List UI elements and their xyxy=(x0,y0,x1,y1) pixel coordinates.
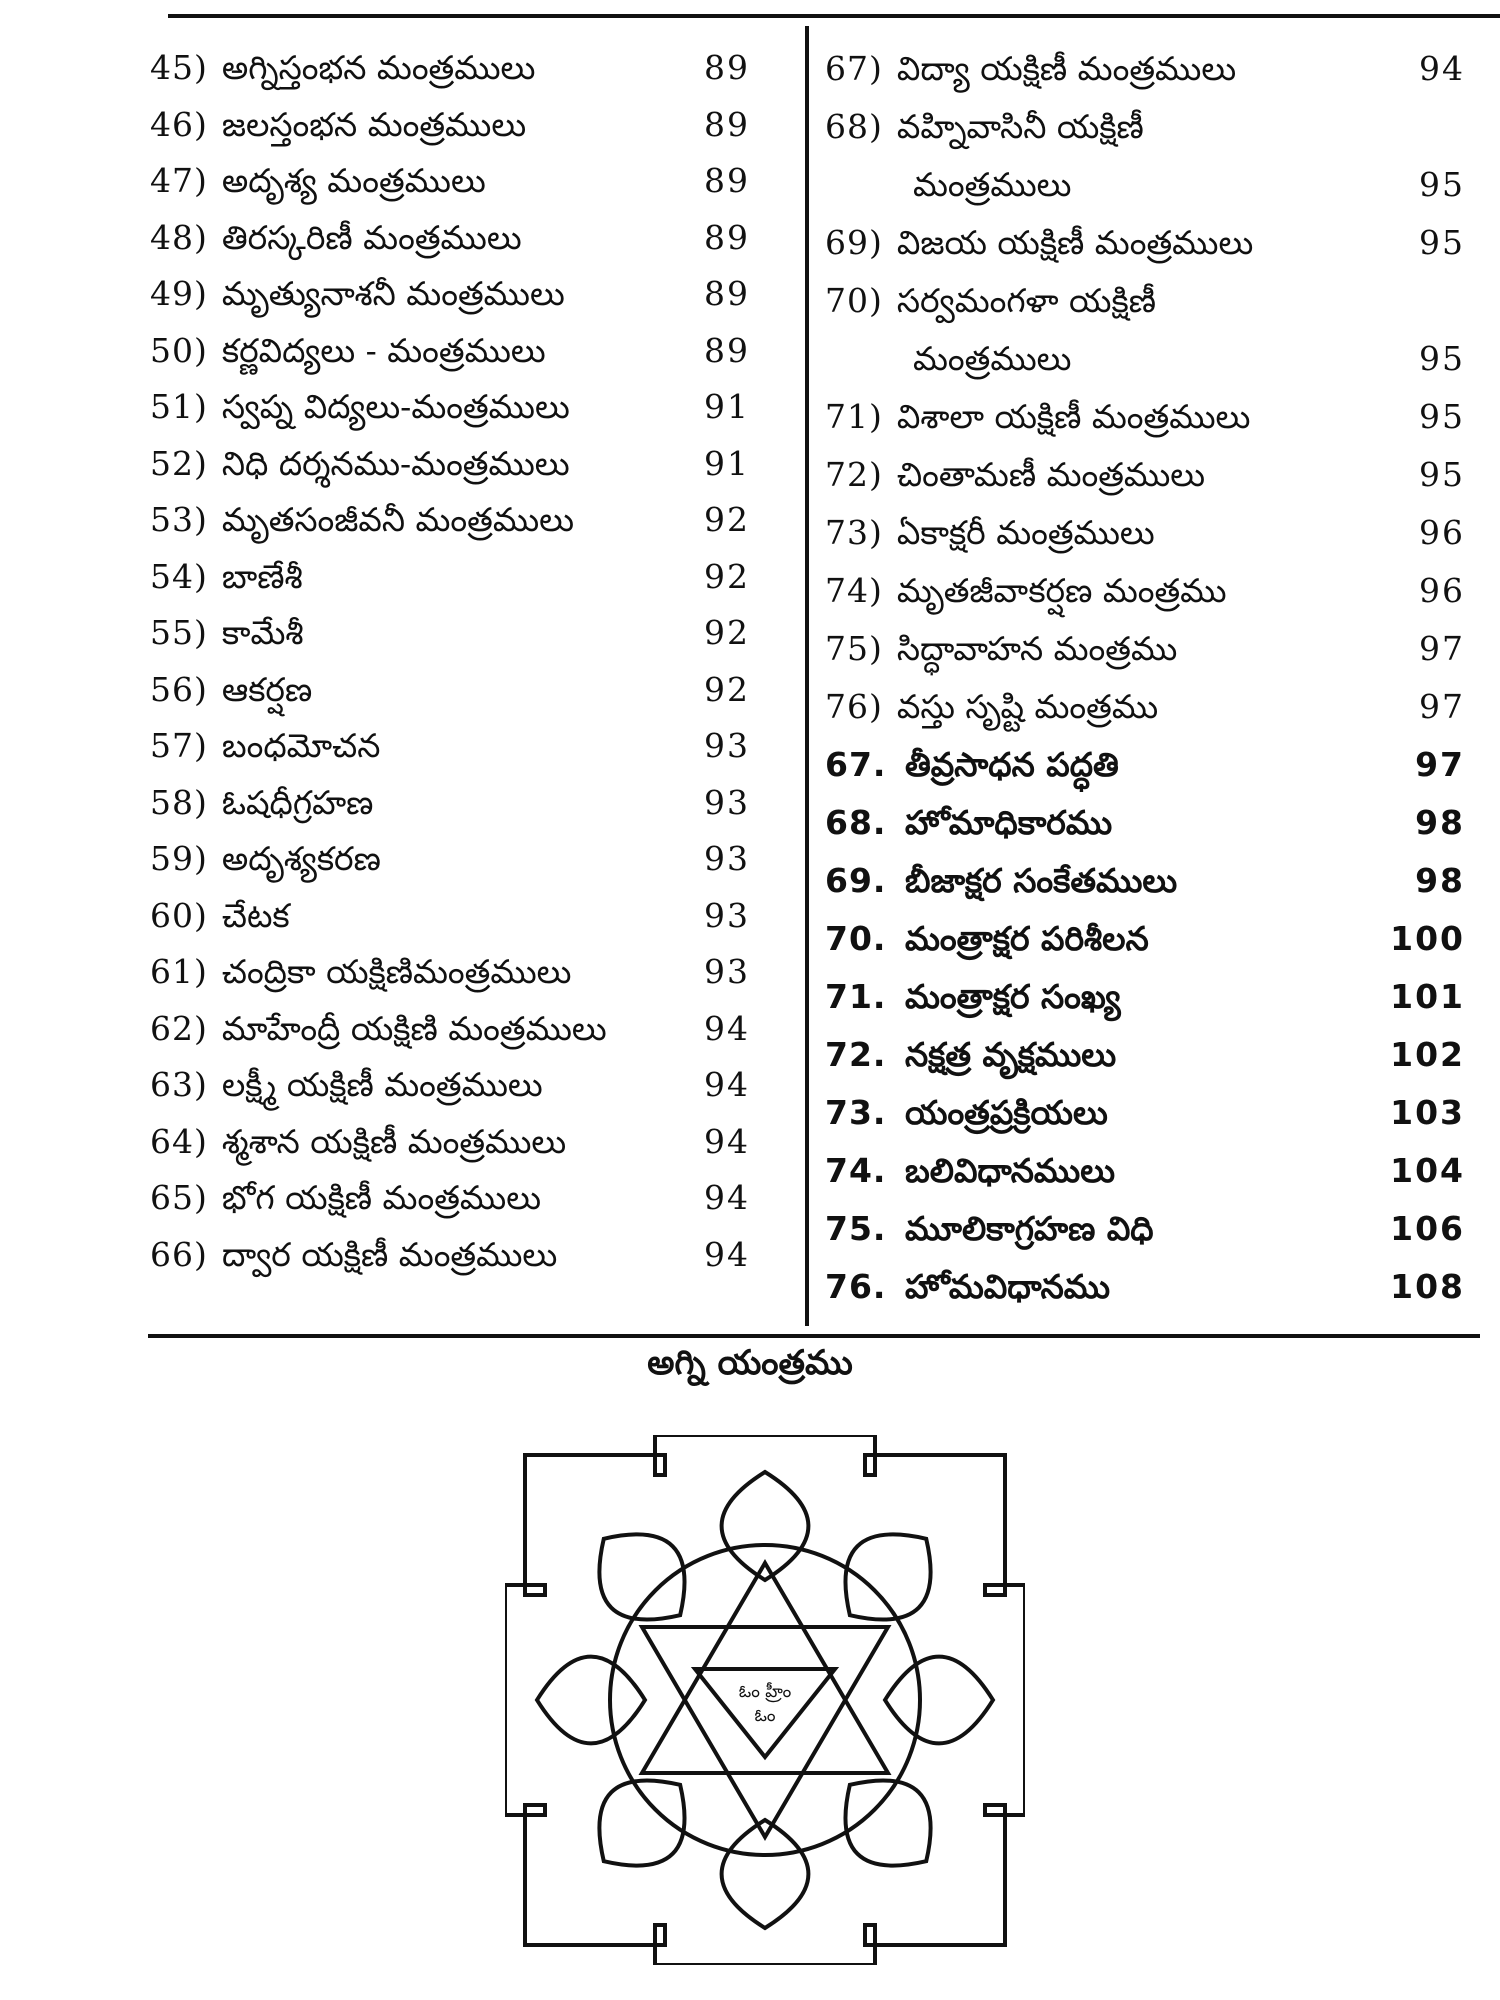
entry-title: చేటక xyxy=(221,895,290,935)
entry-number: 53) xyxy=(150,500,208,539)
entry-number: 45) xyxy=(150,48,208,87)
entry-number: 64) xyxy=(150,1121,208,1161)
toc-entry xyxy=(825,388,1465,446)
toc-entry xyxy=(150,153,750,210)
entry-title: శ్మశాన యక్షిణీ మంత్రములు xyxy=(221,1121,567,1161)
entry-page: 96 xyxy=(1419,571,1465,610)
entry-number: 61) xyxy=(150,952,208,991)
entry-number: 54) xyxy=(150,556,208,596)
entry-title: ద్వార యక్షిణీ మంత్రములు xyxy=(221,1234,558,1274)
entry-title: హోమవిధానము xyxy=(905,1267,1111,1306)
entry-title: బంధమోచన xyxy=(221,726,381,765)
chapter-entry xyxy=(825,1142,1465,1200)
entry-title: స్వప్న విద్యలు-మంత్రములు xyxy=(221,387,570,426)
entry-title: కామేశీ xyxy=(221,613,304,652)
entry-number: 67) xyxy=(825,49,883,88)
yantra-center-text-2: ఓం xyxy=(754,1706,776,1726)
entry-title: తిరస్కరిణీ మంత్రములు xyxy=(221,217,522,257)
entry-title: ఏకాక్షరీ మంత్రములు xyxy=(896,513,1155,552)
entry-number: 70. xyxy=(825,919,887,958)
entry-number: 49) xyxy=(150,274,208,313)
entry-page: 95 xyxy=(1419,223,1465,262)
entry-page: 93 xyxy=(704,782,750,822)
figure-title: అగ్ని యంత్రము xyxy=(647,1343,853,1383)
toc-entry xyxy=(150,1057,750,1114)
entry-page: 97 xyxy=(1415,745,1465,784)
entry-title: మృత్యునాశనీ మంత్రములు xyxy=(221,274,565,313)
entry-number: 50) xyxy=(150,330,208,370)
toc-entry xyxy=(150,944,750,1001)
toc-right-column xyxy=(825,40,1465,1316)
entry-number: 59) xyxy=(150,839,208,878)
entry-page: 94 xyxy=(704,1234,750,1274)
entry-page: 104 xyxy=(1390,1151,1465,1190)
entry-page: 92 xyxy=(704,669,750,709)
entry-number: 76. xyxy=(825,1267,887,1306)
chapter-entry xyxy=(825,910,1465,968)
entry-page: 89 xyxy=(704,274,750,313)
toc-entry xyxy=(150,605,750,662)
entry-title: చంద్రికా యక్షిణిమంత్రములు xyxy=(221,952,572,991)
toc-entry xyxy=(825,98,1465,156)
entry-page: 98 xyxy=(1415,861,1465,900)
entry-page: 89 xyxy=(704,104,750,144)
entry-page: 96 xyxy=(1419,513,1465,552)
entry-title: విజయ యక్షిణీ మంత్రములు xyxy=(896,223,1254,262)
toc-entry xyxy=(150,662,750,719)
toc-entry xyxy=(150,40,750,97)
entry-page: 97 xyxy=(1419,629,1465,668)
entry-title: యంత్రప్రక్రియలు xyxy=(905,1093,1108,1132)
entry-number: 74) xyxy=(825,571,883,610)
yantra-petal xyxy=(537,1657,645,1744)
entry-title: కర్ణవిద్యలు - మంత్రములు xyxy=(221,330,546,370)
entry-page: 89 xyxy=(704,161,750,200)
toc-entry xyxy=(150,97,750,154)
toc-entry xyxy=(825,40,1465,98)
entry-number: 68. xyxy=(825,803,887,842)
entry-page: 101 xyxy=(1390,977,1465,1016)
toc-entry xyxy=(150,831,750,888)
entry-number: 70) xyxy=(825,281,883,320)
toc-entry xyxy=(825,504,1465,562)
toc-entry xyxy=(150,718,750,775)
toc-entry xyxy=(150,888,750,945)
entry-title: విశాలా యక్షిణీ మంత్రములు xyxy=(896,397,1251,436)
entry-title: అగ్నిస్తంభన మంత్రములు xyxy=(221,48,536,87)
toc-entry xyxy=(825,620,1465,678)
entry-number: 60) xyxy=(150,895,208,935)
toc-entry xyxy=(150,1114,750,1171)
entry-number: 56) xyxy=(150,669,208,709)
entry-page: 95 xyxy=(1419,397,1465,436)
entry-title: భోగ యక్షిణీ మంత్రములు xyxy=(221,1178,542,1217)
entry-page: 91 xyxy=(704,443,750,483)
entry-title: మంత్రాక్షర సంఖ్య xyxy=(905,977,1121,1016)
entry-number: 68) xyxy=(825,107,883,146)
entry-page: 94 xyxy=(704,1178,750,1217)
entry-number: 74. xyxy=(825,1151,887,1190)
toc-entry xyxy=(825,156,1465,214)
entry-page: 95 xyxy=(1419,339,1465,378)
entry-title: నిధి దర్శనము-మంత్రములు xyxy=(221,443,570,483)
entry-number: 57) xyxy=(150,726,208,765)
entry-number: 46) xyxy=(150,104,208,144)
entry-page: 94 xyxy=(704,1121,750,1161)
entry-number: 69) xyxy=(825,223,883,262)
toc-entry xyxy=(150,210,750,267)
entry-title: హోమాధికారము xyxy=(905,803,1113,842)
chapter-entry xyxy=(825,968,1465,1026)
entry-page: 97 xyxy=(1419,687,1465,726)
agni-yantra-diagram xyxy=(505,1435,1025,1965)
toc-left-column xyxy=(150,40,750,1283)
entry-title: అదృశ్యకరణ xyxy=(221,839,381,878)
entry-page: 93 xyxy=(704,839,750,878)
entry-page: 95 xyxy=(1419,165,1465,204)
entry-number: 73. xyxy=(825,1093,887,1132)
entry-title: సిద్ధావాహన మంత్రము xyxy=(896,629,1178,668)
entry-title: బాణేశీ xyxy=(221,556,303,596)
toc-entry xyxy=(150,1227,750,1284)
top-rule xyxy=(168,14,1500,18)
entry-title: మంత్రాక్షర పరిశీలన xyxy=(905,919,1149,958)
entry-number: 71. xyxy=(825,977,887,1016)
entry-number: 47) xyxy=(150,161,208,200)
entry-page: 94 xyxy=(704,1065,750,1104)
entry-title: ఆకర్షణ xyxy=(221,669,313,709)
entry-page: 93 xyxy=(704,952,750,991)
entry-title: సర్వమంగళా యక్షిణీ xyxy=(896,281,1156,320)
entry-number: 48) xyxy=(150,217,208,257)
toc-entry xyxy=(825,562,1465,620)
entry-page: 93 xyxy=(704,895,750,935)
yantra-center-text-1: ఓం హ్రీం xyxy=(738,1682,792,1702)
chapter-entry xyxy=(825,1026,1465,1084)
entry-title: నక్షత్ర వృక్షములు xyxy=(905,1035,1117,1074)
entry-page: 89 xyxy=(704,217,750,257)
yantra-petal xyxy=(885,1657,993,1744)
toc-entry xyxy=(825,214,1465,272)
toc-entry xyxy=(150,775,750,832)
entry-page: 108 xyxy=(1390,1267,1465,1306)
chapter-entry xyxy=(825,852,1465,910)
entry-number: 71) xyxy=(825,397,883,436)
entry-page: 92 xyxy=(704,613,750,652)
entry-number: 65) xyxy=(150,1178,208,1217)
entry-page: 93 xyxy=(704,726,750,765)
entry-title: లక్ష్మీ యక్షిణీ మంత్రములు xyxy=(221,1065,543,1104)
chapter-entry xyxy=(825,794,1465,852)
entry-number: 76) xyxy=(825,687,883,726)
toc-entry xyxy=(825,330,1465,388)
entry-page: 102 xyxy=(1390,1035,1465,1074)
entry-title: చింతామణీ మంత్రములు xyxy=(896,455,1206,494)
chapter-entry xyxy=(825,1258,1465,1316)
entry-page: 94 xyxy=(704,1008,750,1048)
entry-number: 69. xyxy=(825,861,887,900)
toc-entry xyxy=(150,1170,750,1227)
chapter-entry xyxy=(825,1084,1465,1142)
toc-entry xyxy=(150,266,750,323)
entry-page: 106 xyxy=(1390,1209,1465,1248)
entry-number: 63) xyxy=(150,1065,208,1104)
entry-title: మృతసంజీవనీ మంత్రములు xyxy=(221,500,574,539)
entry-number: 62) xyxy=(150,1008,208,1048)
entry-title: మృతజీవాకర్షణ మంత్రము xyxy=(896,571,1227,610)
bottom-rule xyxy=(148,1334,1480,1338)
entry-page: 89 xyxy=(704,330,750,370)
entry-title: తీవ్రసాధన పద్ధతి xyxy=(905,745,1119,784)
entry-page: 94 xyxy=(1419,49,1465,88)
chapter-entry xyxy=(825,736,1465,794)
toc-entry xyxy=(150,379,750,436)
entry-number: 55) xyxy=(150,613,208,652)
entry-title: వస్తు సృష్టి మంత్రము xyxy=(896,687,1159,726)
entry-title: విద్యా యక్షిణీ మంత్రములు xyxy=(896,49,1237,88)
entry-title: బలివిధానములు xyxy=(905,1151,1116,1190)
entry-page: 92 xyxy=(704,500,750,539)
entry-number: 52) xyxy=(150,443,208,483)
column-divider xyxy=(805,26,809,1326)
entry-title: ఓషధీగ్రహణ xyxy=(221,782,374,822)
entry-number: 73) xyxy=(825,513,883,552)
entry-page: 103 xyxy=(1390,1093,1465,1132)
toc-entry xyxy=(150,492,750,549)
entry-page: 92 xyxy=(704,556,750,596)
entry-title: బీజాక్షర సంకేతములు xyxy=(905,861,1178,900)
toc-entry xyxy=(150,436,750,493)
entry-number: 72. xyxy=(825,1035,887,1074)
chapter-entry xyxy=(825,1200,1465,1258)
entry-title: మంత్రములు xyxy=(913,165,1072,204)
entry-number: 75. xyxy=(825,1209,887,1248)
entry-number: 67. xyxy=(825,745,887,784)
entry-number: 75) xyxy=(825,629,883,668)
toc-entry xyxy=(825,678,1465,736)
toc-entry xyxy=(150,1001,750,1058)
entry-page: 89 xyxy=(704,48,750,87)
toc-entry xyxy=(825,272,1465,330)
entry-page: 95 xyxy=(1419,455,1465,494)
entry-number: 51) xyxy=(150,387,208,426)
entry-title: మూలికాగ్రహణ విధి xyxy=(905,1209,1154,1248)
toc-entry xyxy=(825,446,1465,504)
entry-title: వహ్నివాసినీ యక్షిణీ xyxy=(896,107,1144,146)
entry-title: అదృశ్య మంత్రములు xyxy=(221,161,486,200)
entry-number: 72) xyxy=(825,455,883,494)
entry-number: 66) xyxy=(150,1234,208,1274)
toc-entry xyxy=(150,323,750,380)
entry-number: 58) xyxy=(150,782,208,822)
entry-page: 100 xyxy=(1390,919,1465,958)
entry-page: 91 xyxy=(704,387,750,426)
entry-title: మాహేంద్రీ యక్షిణి మంత్రములు xyxy=(221,1008,607,1048)
entry-title: మంత్రములు xyxy=(913,339,1072,378)
toc-entry xyxy=(150,549,750,606)
entry-page: 98 xyxy=(1415,803,1465,842)
entry-title: జలస్తంభన మంత్రములు xyxy=(221,104,527,144)
